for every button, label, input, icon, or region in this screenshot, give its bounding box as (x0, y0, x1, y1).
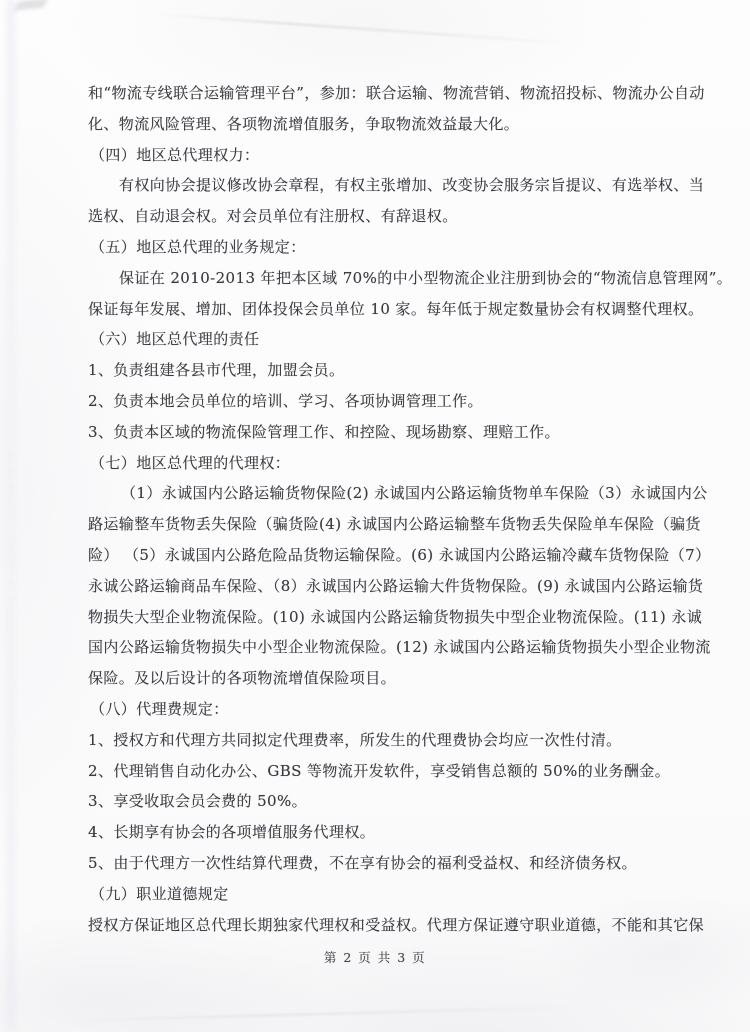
text-line: 物损失大型企业物流保险。(10) 永诚国内公路运输货物损失中型企业物流保险。(11) 永诚 (88, 607, 703, 626)
text-line: 国内公路运输货物损失中小型企业物流保险。(12) 永诚国内公路运输货物损失小型企业物流 (88, 638, 711, 657)
text-line: 和“物流专线联合运输管理平台”，参加：联合运输、物流营销、物流招投标、物流办公自动 (88, 84, 705, 102)
text-line: 保证在 2010-2013 年把本区域 70%的中小型物流企业注册到协会的“物流信息管理网”。 (119, 268, 733, 287)
paper-crease-bottom (60, 1006, 580, 1022)
text-line: 保证每年发展、增加、团体投保会员单位 10 家。每年低于规定数量协会有权调整代理权。 (88, 299, 704, 318)
text-line: 3、负责本区域的物流保险管理工作、和控险、现场勘察、理赔工作。 (88, 422, 560, 441)
text-line: 4、长期享有协会的各项增值服务代理权。 (88, 823, 376, 842)
scan-smudge (14, 0, 47, 10)
text-line: 路运输整车货物丢失保险（骗货险(4) 永诚国内公路运输整车货物丢失保险单车保险（骗货 (88, 515, 701, 534)
text-line: 1、负责组建各县市代理，加盟会员。 (88, 361, 345, 380)
text-line: 险） （5）永诚国内公路危险品货物运输保险。(6) 永诚国内公路运输冷藏车货物保险（7） (88, 545, 711, 564)
text-line: （七）地区总代理的代理权： (90, 453, 291, 472)
text-line: 2、代理销售自动化办公、GBS 等物流开发软件，享受销售总额的 50%的业务酬金。 (88, 761, 671, 780)
text-line: 3、享受收取会员会费的 50%。 (88, 792, 308, 811)
page-number-footer: 第 2 页 共 3 页 (323, 950, 427, 965)
text-line: （九）职业道德规定 (90, 884, 229, 903)
text-line: （六）地区总代理的责任 (90, 330, 260, 349)
document-body (0, 78, 750, 940)
text-line: 化、物流风险管理、各项物流增值服务，争取物流效益最大化。 (88, 114, 520, 133)
text-line: 保险。及以后设计的各项物流增值保险项目。 (88, 669, 397, 688)
paper-crease-top (150, 13, 579, 45)
text-line: 5、由于代理方一次性结算代理费，不在享有协会的福利受益权、和经济债务权。 (88, 853, 637, 872)
text-line: （八）代理费规定： (90, 699, 229, 718)
text-line: （1）永诚国内公路运输货物保险(2) 永诚国内公路运输货物单车保险（3）永诚国内公 (121, 484, 708, 503)
text-line: （五）地区总代理的业务规定： (90, 237, 306, 256)
text-line: 2、负责本地会员单位的培训、学习、各项协调管理工作。 (88, 391, 483, 410)
text-line: （四）地区总代理权力： (90, 145, 260, 164)
text-line: 永诚公路运输商品车保险、（8）永诚国内公路运输大件货物保险。(9) 永诚国内公路运输货 (88, 576, 704, 595)
text-line: 1、授权方和代理方共同拟定代理费率，所发生的代理费协会均应一次性付清。 (88, 730, 622, 749)
text-line: 授权方保证地区总代理长期独家代理权和受益权。代理方保证遵守职业道德，不能和其它保 (88, 915, 705, 934)
text-line: 选权、自动退会权。对会员单位有注册权、有辞退权。 (88, 207, 458, 226)
text-line: 有权向协会提议修改协会章程，有权主张增加、改变协会服务宗旨提议、有选举权、当 (119, 176, 705, 195)
